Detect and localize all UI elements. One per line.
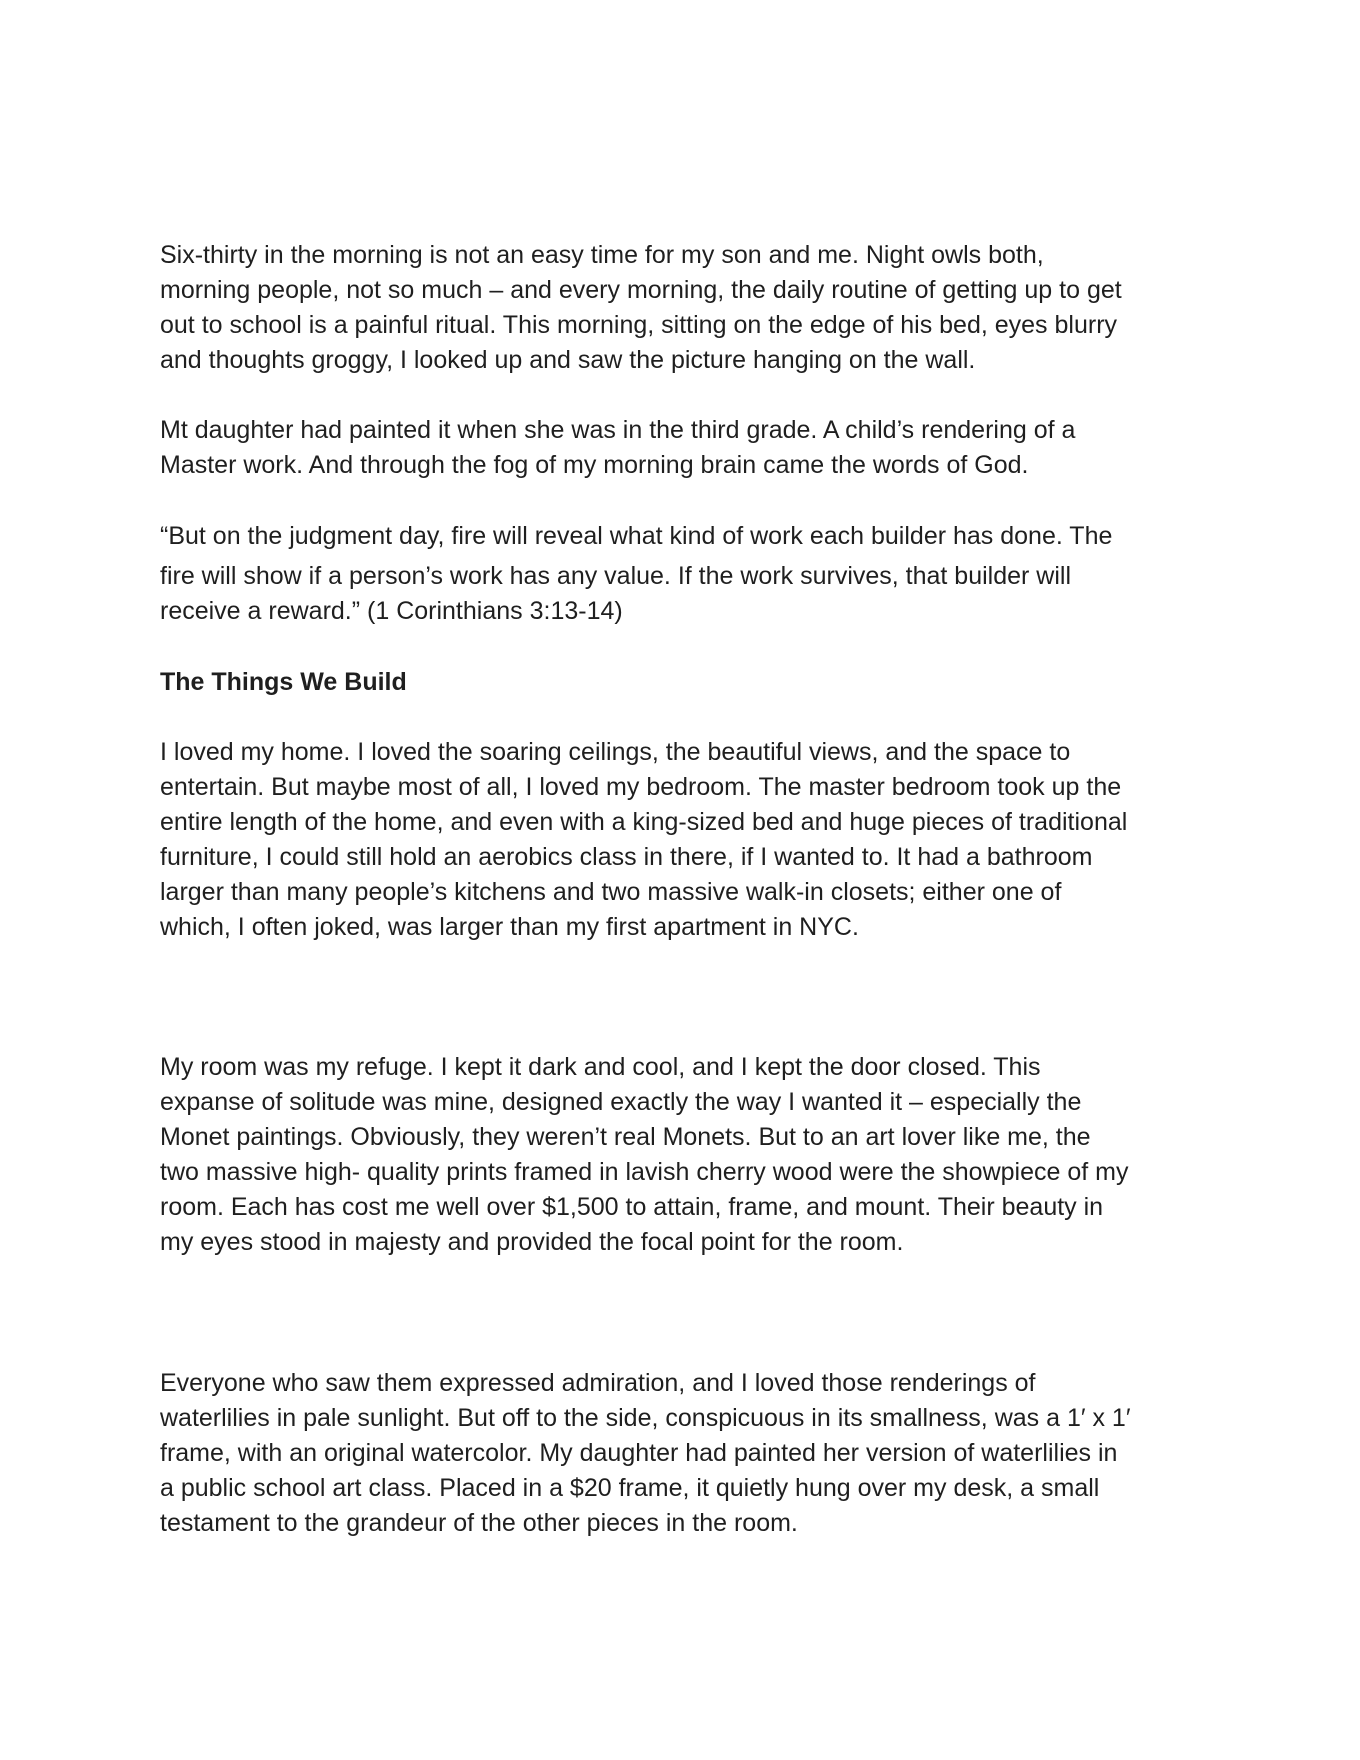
text-line: My room was my refuge. I kept it dark and cool, and I kept the door closed. This (160, 1053, 1041, 1081)
text-line: expanse of solitude was mine, designed exactly the way I wanted it – especially the (160, 1088, 1082, 1116)
section-heading: The Things We Build (160, 668, 407, 696)
paragraph-waterlilies (160, 1366, 1205, 1541)
text-line: Monet paintings. Obviously, they weren’t real Monets. But to an art lover like me, the (160, 1123, 1091, 1151)
paragraph-daughter-painting (160, 413, 1205, 483)
paragraph-home-description (160, 735, 1205, 945)
paragraph-morning-routine (160, 238, 1205, 378)
text-line: room. Each has cost me well over $1,500 to attain, frame, and mount. Their beauty in (160, 1193, 1104, 1221)
text-line: Six-thirty in the morning is not an easy time for my son and me. Night owls both, (160, 241, 1044, 269)
text-line: Mt daughter had painted it when she was in the third grade. A child’s rendering of a (160, 416, 1076, 444)
text-line: receive a reward.” (1 Corinthians 3:13-14) (160, 597, 623, 625)
text-line: entire length of the home, and even with a king-sized bed and huge pieces of traditional (160, 808, 1128, 836)
text-line: larger than many people’s kitchens and two massive walk-in closets; either one of (160, 878, 1062, 906)
text-line: furniture, I could still hold an aerobics class in there, if I wanted to. It had a bathroom (160, 843, 1093, 871)
text-line: waterlilies in pale sunlight. But off to the side, conspicuous in its smallness, was a 1′ x 1′ (160, 1404, 1131, 1432)
text-line: a public school art class. Placed in a $20 frame, it quietly hung over my desk, a small (160, 1474, 1100, 1502)
text-line: fire will show if a person’s work has any value. If the work survives, that builder will (160, 562, 1072, 590)
paragraph-scripture-quote (160, 519, 1205, 629)
text-line: two massive high- quality prints framed in lavish cherry wood were the showpiece of my (160, 1158, 1129, 1186)
text-line: I loved my home. I loved the soaring ceilings, the beautiful views, and the space to (160, 738, 1071, 766)
text-line: which, I often joked, was larger than my first apartment in NYC. (160, 913, 859, 941)
text-line: “But on the judgment day, fire will reveal what kind of work each builder has done. The (160, 522, 1113, 550)
text-line: Everyone who saw them expressed admiration, and I loved those renderings of (160, 1369, 1036, 1397)
document-body (160, 238, 1205, 1541)
text-line: my eyes stood in majesty and provided the focal point for the room. (160, 1228, 904, 1256)
text-line: Master work. And through the fog of my morning brain came the words of God. (160, 451, 1029, 479)
text-line: morning people, not so much – and every morning, the daily routine of getting up to get (160, 276, 1122, 304)
paragraph-room-refuge (160, 1050, 1205, 1260)
text-line: entertain. But maybe most of all, I loved my bedroom. The master bedroom took up the (160, 773, 1122, 801)
text-line: and thoughts groggy, I looked up and saw the picture hanging on the wall. (160, 346, 976, 374)
text-line: out to school is a painful ritual. This morning, sitting on the edge of his bed, eyes blurry (160, 311, 1118, 339)
text-line: frame, with an original watercolor. My daughter had painted her version of waterlilies in (160, 1439, 1118, 1467)
text-line: testament to the grandeur of the other pieces in the room. (160, 1509, 798, 1537)
